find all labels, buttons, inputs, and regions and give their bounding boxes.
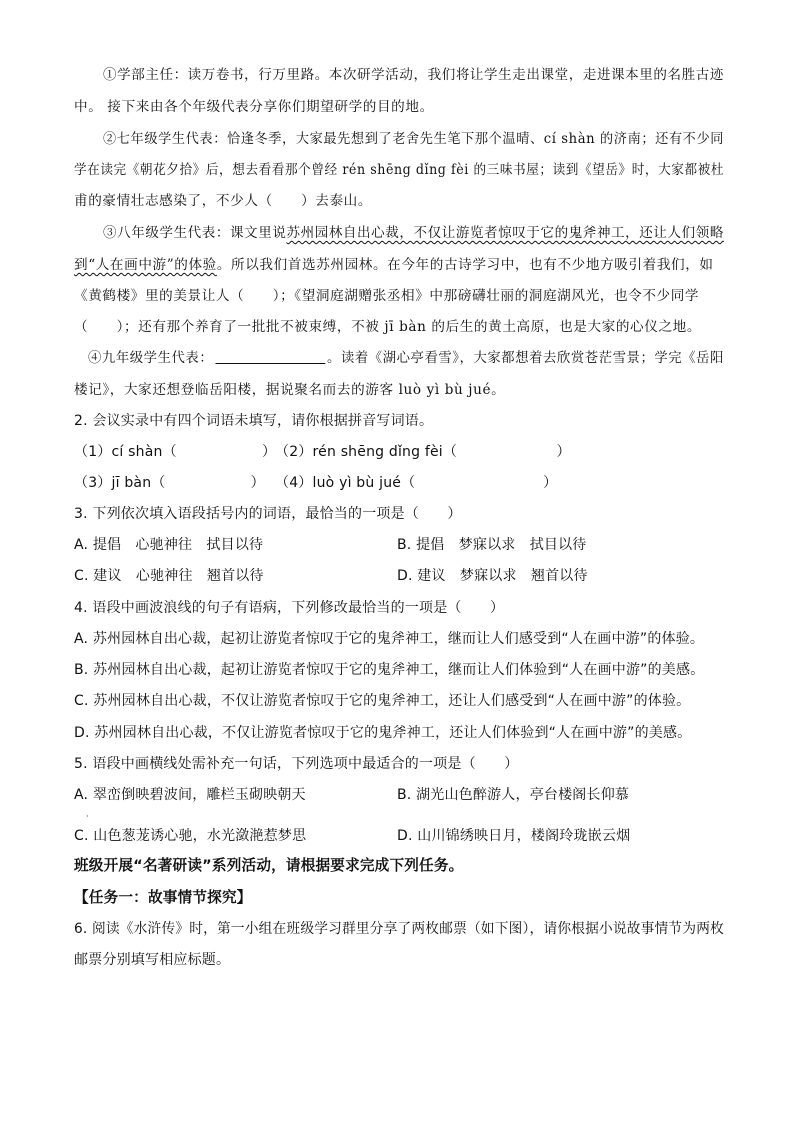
q6-line1: 6. 阅读《水浒传》时，第一小组在班级学习群里分享了两枚邮票（如下图），请你根据小说故事情节为两枚 (74, 921, 724, 937)
wavy-sentence-part2: 到“人在画中游”的体验 (74, 257, 217, 273)
para3-line3: 《黄鹤楼》里的美景让人（ ）；《望洞庭湖赠张丞相》中那磅礴壮丽的洞庭湖风光，也令不少同学 (74, 288, 700, 304)
para2-line3: 甫的豪情壮志感染了，不少人（ ）去泰山。 (74, 193, 373, 209)
q2-item-3: （3）jī bàn（ ） (74, 475, 265, 491)
para1-line2: 中。 接下来由各个年级代表分享你们期望研学的目的地。 (74, 99, 434, 115)
para3-intro: ③八年级学生代表：课文里说 (103, 225, 287, 241)
q4-stem: 4. 语段中画波浪线的句子有语病，下列修改最恰当的一项是（ ） (74, 600, 505, 616)
q4-option-b[interactable]: B. 苏州园林自出心裁，起初让游览者惊叹于它的鬼斧神工，继而让人们体验到“人在画中游”的美感。 (74, 662, 705, 678)
q3-option-d[interactable]: D. 建议 梦寐以求 翘首以待 (397, 568, 588, 584)
q4-option-d[interactable]: D. 苏州园林自出心裁，不仅让游览者惊叹于它的鬼斧神工，还让人们体验到“人在画中游”的美感。 (74, 725, 692, 741)
q3-option-b[interactable]: B. 提倡 梦寐以求 拭目以待 (397, 537, 587, 553)
section-title: 班级开展“名著研读”系列活动，请根据要求完成下列任务。 (74, 857, 464, 874)
q3-stem: 3. 下列依次填入语段括号内的词语，最恰当的一项是（ ） (74, 506, 462, 522)
para3-line2-rest: 。所以我们首选苏州园林。在今年的古诗学习中，也有不少地方吸引着我们，如 (216, 257, 714, 273)
wavy-sentence-part1: 苏州园林自出心裁，不仅让游览者惊叹于它的鬼斧神工，还让人们领略 (286, 225, 724, 241)
q2-item-2: （2）rén shēng dǐng fèi（ ） (275, 444, 571, 460)
q3-option-c[interactable]: C. 建议 心驰神往 翘首以待 (74, 568, 264, 584)
para4-line1-rest: 。读着《湖心亭看雪》，大家都想着去欣赏苍茫雪景；学完《岳阳 (327, 350, 724, 366)
para4-line1 (88, 348, 724, 368)
q2-item-4: （4）luò yì bù jué（ ） (275, 475, 558, 491)
q5-option-d[interactable]: D. 山川锦绣映日月，楼阁玲珑嵌云烟 (397, 828, 631, 844)
q5-option-b[interactable]: B. 湖光山色醉游人，亭台楼阁长仰慕 (397, 787, 630, 803)
fill-in-blank-line[interactable] (215, 349, 325, 364)
q3-option-a[interactable]: A. 提倡 心驰神往 拭目以待 (74, 537, 264, 553)
q2-stem: 2. 会议实录中有四个词语未填写，请你根据拼音写词语。 (74, 413, 434, 429)
q4-option-c[interactable]: C. 苏州园林自出心裁，不仅让游览者惊叹于它的鬼斧神工，还让人们感受到“人在画中游”的体验。 (74, 693, 691, 709)
q6-line2: 邮票分别填写相应标题。 (74, 952, 231, 968)
para1-line1: ①学部主任：读万卷书，行万里路。本次研学活动，我们将让学生走出课堂，走进课本里的名胜古迹 (103, 67, 724, 83)
task1-heading: 【任务一：故事情节探究】 (74, 889, 252, 906)
para3-line1 (103, 223, 724, 243)
q5-option-c[interactable]: C. 山色葱茏诱心驰，水光潋滟惹梦思 (74, 828, 307, 844)
q5-stem: 5. 语段中画横线处需补充一句话，下列选项中最适合的一项是（ ） (74, 756, 519, 772)
q4-option-a[interactable]: A. 苏州园林自出心裁，起初让游览者惊叹于它的鬼斧神工，继而让人们感受到“人在画中游”的体验。 (74, 631, 705, 647)
para3-line4: （ ）；还有那个养育了一批批不被束缚，不被 jī bàn 的后生的黄土高原，也是大家的心仪之地。 (74, 319, 702, 335)
stray-dot: · (86, 812, 89, 821)
para3-line2 (74, 255, 714, 275)
para2-line1: ②七年级学生代表：恰逢冬季，大家最先想到了老舍先生笔下那个温晴、cí shàn 的济南；还有不少同 (103, 131, 724, 147)
para2-line2: 学在读完《朝花夕拾》后，想去看看那个曾经 rén shēng dǐng fèi 的三味书屋；读到《望岳》时，大家都被杜 (74, 162, 725, 178)
q2-item-1: （1）cí shàn（ ） (74, 444, 277, 460)
para4-line2: 楼记》，大家还想登临岳阳楼，据说聚名而去的游客 luò yì bù jué。 (74, 382, 506, 398)
para4-intro: ④九年级学生代表： (88, 350, 214, 366)
q5-option-a[interactable]: A. 翠峦倒映碧波间，雕栏玉砌映朝天 (74, 787, 306, 803)
